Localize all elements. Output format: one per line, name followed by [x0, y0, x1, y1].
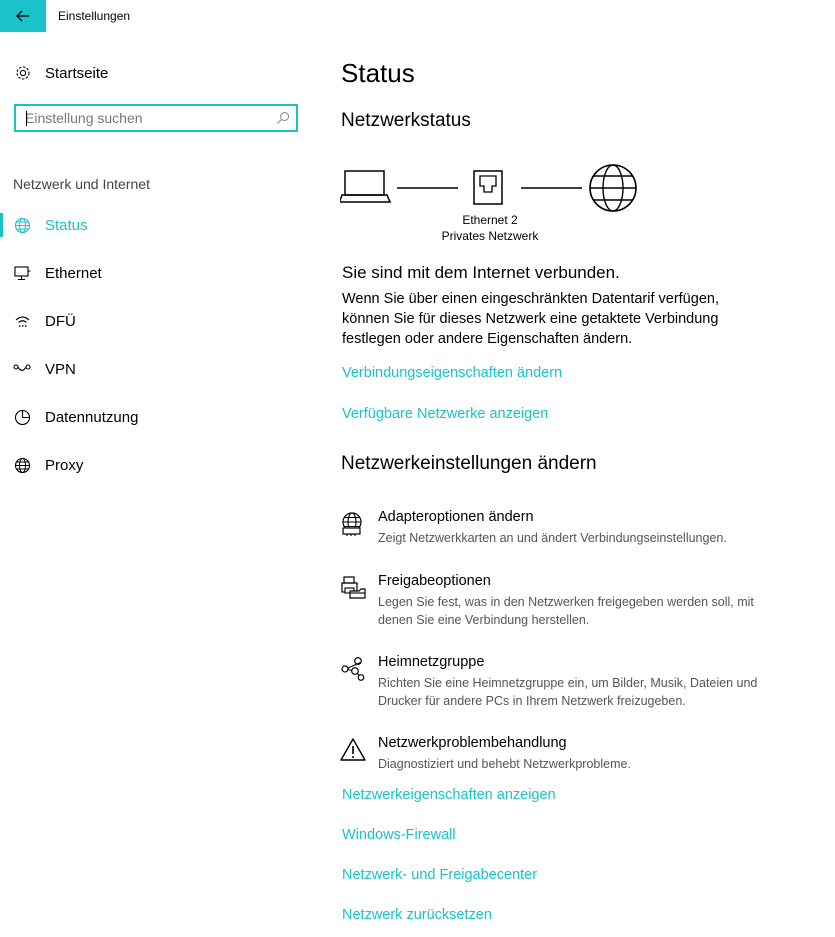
network-reset-link[interactable]: Netzwerk zurücksetzen [342, 907, 492, 923]
title-bar [0, 0, 835, 32]
search-box[interactable] [14, 104, 298, 132]
back-button[interactable] [0, 0, 46, 32]
globe-icon [13, 456, 31, 474]
sharing-icon [340, 575, 368, 603]
option-title: Freigabeoptionen [378, 573, 491, 589]
network-sharing-center-link[interactable]: Netzwerk- und Freigabecenter [342, 867, 538, 883]
globe-status-icon [13, 216, 31, 234]
adapter-name: Ethernet 2 [462, 213, 518, 227]
home-label: Startseite [45, 64, 109, 82]
option-title: Heimnetzgruppe [378, 654, 485, 670]
dialup-icon [13, 312, 31, 330]
vpn-icon [13, 360, 31, 378]
change-settings-heading: Netzwerkeinstellungen ändern [341, 453, 597, 474]
sidebar-item-label: Datennutzung [45, 408, 139, 426]
internet-globe-icon [590, 165, 636, 211]
sidebar-item-label: Ethernet [45, 264, 102, 282]
windows-firewall-link[interactable]: Windows-Firewall [342, 827, 456, 843]
active-indicator [0, 213, 3, 237]
sidebar-item-dfu[interactable] [0, 308, 300, 334]
sidebar-item-label: Proxy [45, 456, 84, 474]
adapter-icon [340, 511, 368, 539]
homegroup-icon [340, 656, 368, 684]
sidebar-item-vpn[interactable] [0, 356, 300, 382]
window-title: Einstellungen [58, 9, 131, 23]
show-network-properties-link[interactable]: Netzwerkeigenschaften anzeigen [342, 787, 556, 803]
data-usage-icon [13, 408, 31, 426]
sidebar-item-proxy[interactable] [0, 452, 300, 478]
text-caret [26, 111, 27, 126]
sidebar-item-datennutzung[interactable] [0, 404, 300, 430]
gear-icon [13, 63, 33, 83]
info-text: Wenn Sie über einen eingeschränkten Datentarif verfügen, können Sie für dieses Netzwerk eine getaktete Verbindung festlegen oder andere Eigenschaften ändern. [342, 291, 719, 347]
ethernet-icon [13, 264, 31, 282]
sidebar-item-label: Status [45, 216, 88, 234]
option-title: Adapteroptionen ändern [378, 509, 534, 525]
option-title: Netzwerkproblembehandlung [378, 735, 567, 751]
change-connection-properties-link[interactable]: Verbindungseigenschaften ändern [342, 365, 563, 381]
search-icon[interactable] [276, 111, 290, 130]
network-diagram [340, 160, 640, 221]
sidebar-item-ethernet[interactable] [0, 260, 300, 286]
option-description: Zeigt Netzwerkkarten an und ändert Verbindungseinstellungen. [378, 531, 727, 545]
warning-icon [340, 737, 368, 765]
option-description: Richten Sie eine Heimnetzgruppe ein, um Bilder, Musik, Dateien und Drucker für andere PCs in Ihrem Netzwerk freizugeben. [378, 676, 758, 708]
ethernet-port-icon [474, 171, 502, 204]
option-description: Diagnostiziert und behebt Netzwerkprobleme. [378, 757, 631, 771]
network-status-heading: Netzwerkstatus [341, 110, 471, 131]
search-input[interactable] [25, 109, 270, 127]
sidebar-item-label: VPN [45, 360, 76, 378]
page-title: Status [341, 58, 415, 88]
home-link[interactable] [13, 62, 108, 84]
back-arrow-icon [16, 10, 30, 22]
sidebar-item-status[interactable] [0, 212, 300, 238]
sidebar-section-title: Netzwerk und Internet [13, 176, 150, 192]
laptop-icon [340, 171, 390, 202]
network-profile: Privates Netzwerk [441, 229, 539, 243]
option-description: Legen Sie fest, was in den Netzwerken freigegeben werden soll, mit denen Sie eine Verbindung herstellen. [378, 595, 754, 627]
show-available-networks-link[interactable]: Verfügbare Netzwerke anzeigen [342, 406, 549, 422]
sidebar-item-label: DFÜ [45, 312, 76, 330]
connection-status: Sie sind mit dem Internet verbunden. [342, 263, 620, 282]
